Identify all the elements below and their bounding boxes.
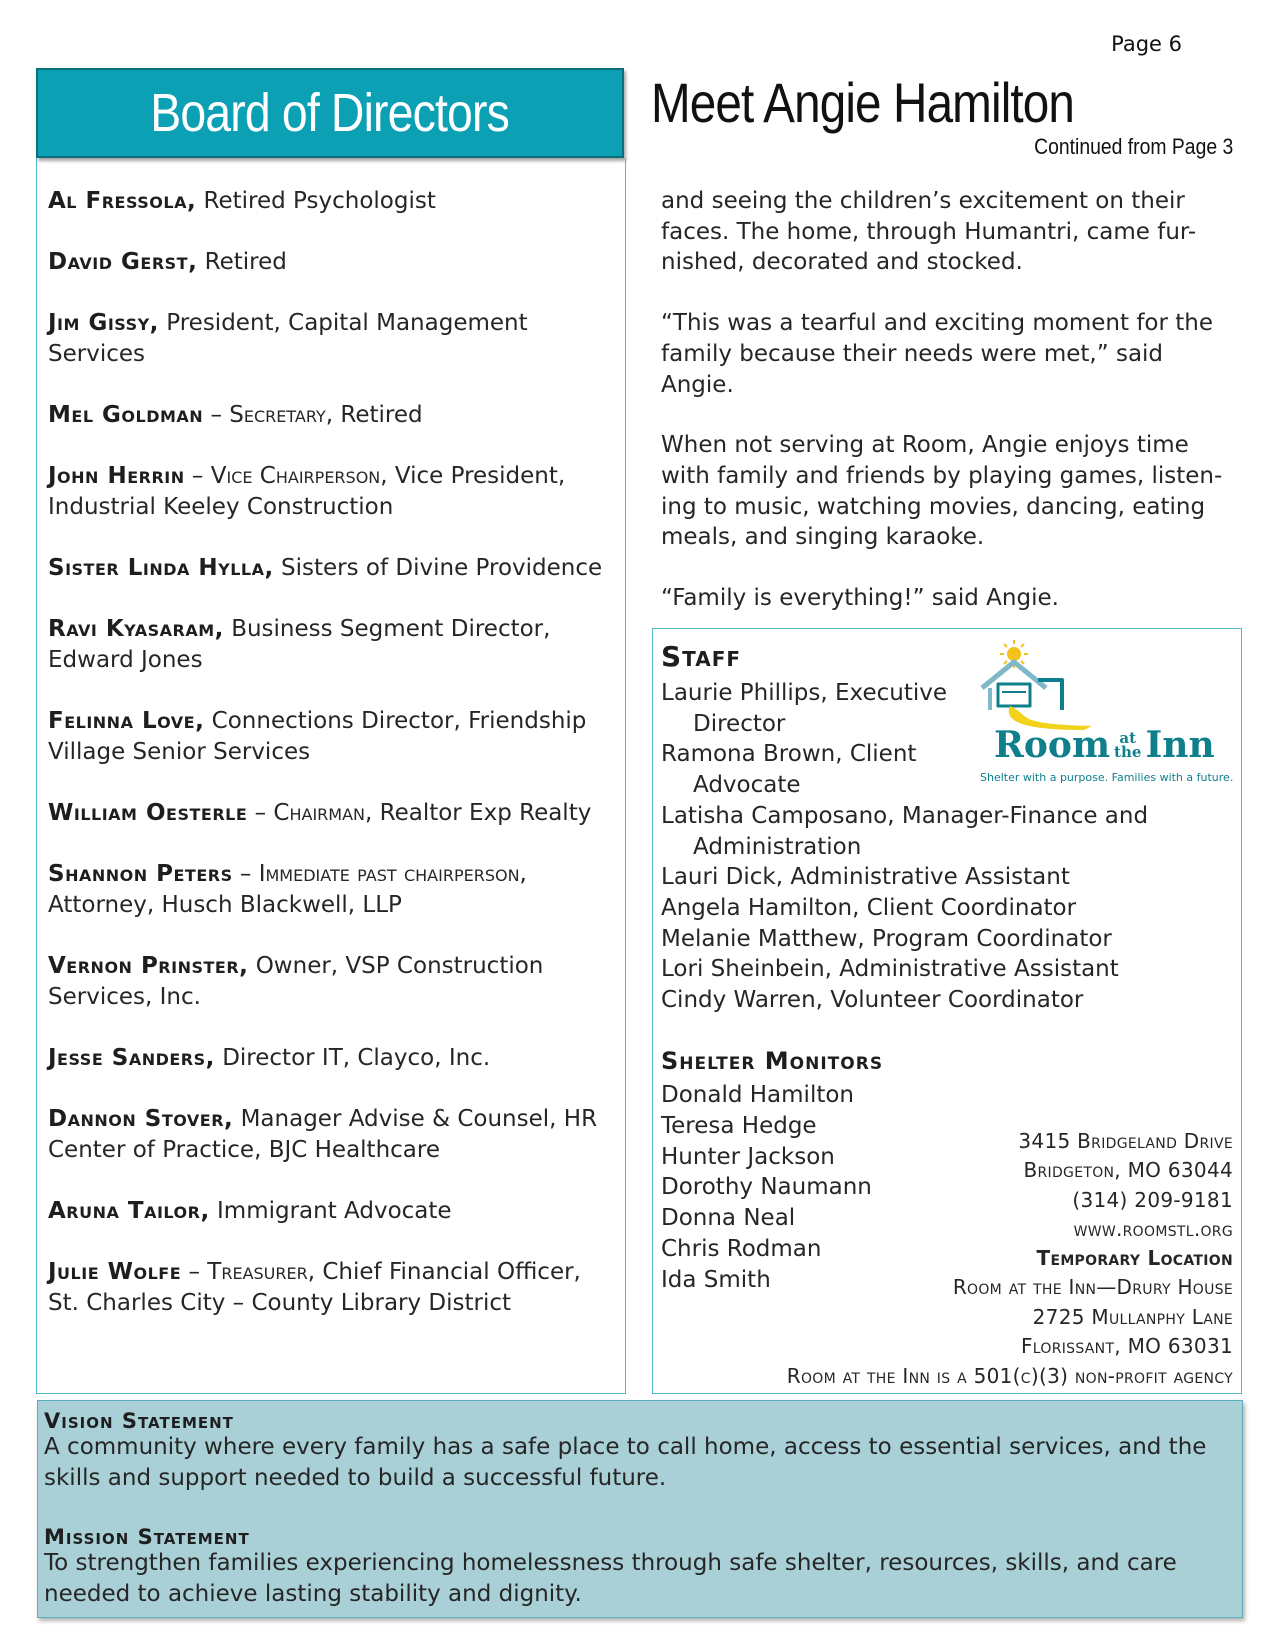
temp-location-name: Room at the Inn—Drury House	[952, 1275, 1233, 1300]
staff-member: Latisha Camposano, Manager-Finance and Administration	[661, 802, 1149, 860]
board-member-name: Jim Gissy,	[48, 310, 159, 336]
board-member-description: Retired	[197, 249, 287, 275]
board-member-name: Mel Goldman	[48, 402, 204, 428]
board-member-name: Al Fressola,	[48, 188, 197, 214]
board-member-name: Felinna Love,	[48, 708, 205, 734]
logo-word-room: Room	[994, 724, 1111, 766]
board-member	[48, 706, 618, 768]
staff-member: Ramona Brown, Client Advocate	[661, 741, 917, 799]
monitor-name: Donna Neal	[661, 1205, 796, 1232]
board-member	[48, 614, 618, 676]
board-member-description: , Realtor Exp Realty	[365, 800, 592, 826]
board-member-description: Director IT, Clayco, Inc.	[214, 1045, 491, 1071]
board-member-name: William Oesterle	[48, 800, 248, 826]
temp-location-street: 2725 Mullanphy Lane	[1032, 1304, 1233, 1329]
board-member-name: Shannon Peters	[48, 861, 233, 887]
board-member	[48, 1043, 618, 1074]
board-member-description: President, Capital Management Services	[48, 310, 528, 367]
board-member-description: , Vice President, Industrial Keeley Construction	[48, 463, 566, 520]
board-member	[48, 798, 618, 829]
logo-word-inn: Inn	[1145, 724, 1215, 766]
mission-text: To strengthen families experiencing homelessness through safe shelter, resources, skills, and care needed to achieve lasting stability and dignity.	[44, 1550, 1177, 1607]
article-paragraph: “This was a tearful and exciting moment for the family because their needs were met,” said Angie.	[661, 310, 1214, 398]
board-member	[48, 553, 618, 584]
board-member	[48, 1104, 618, 1166]
article-title: Meet Angie Hamilton	[651, 71, 1075, 134]
board-member	[48, 1196, 618, 1227]
mission-heading: Mission Statement	[44, 1525, 250, 1549]
board-member-name: John Herrin	[48, 463, 185, 489]
board-member-description: , Chief Financial Officer, St. Charles City – County Library District	[48, 1259, 581, 1316]
staff-member: Lauri Dick, Administrative Assistant	[661, 864, 1070, 891]
board-member-description: Connections Director, Friendship Village Senior Services	[48, 708, 587, 765]
board-member	[48, 1257, 618, 1319]
vision-heading: Vision Statement	[44, 1409, 234, 1433]
board-member-name: Ravi Kyasaram,	[48, 616, 224, 642]
room-at-the-inn-logo	[972, 640, 1232, 790]
logo-tagline: Shelter with a purpose. Families with a future.	[980, 771, 1234, 784]
staff-member: Angela Hamilton, Client Coordinator	[661, 894, 1077, 921]
board-member-name: Julie Wolfe	[48, 1259, 182, 1285]
board-member-description: , Attorney, Husch Blackwell, LLP	[48, 861, 527, 918]
board-member	[48, 859, 618, 921]
vision-text: A community where every family has a safe place to call home, access to essential services, and the skills and support needed to build a successful future.	[44, 1434, 1207, 1491]
logo-wordmark	[994, 724, 1215, 766]
board-member	[48, 247, 618, 278]
board-member-role: – Immediate past chairperson	[232, 861, 520, 887]
monitor-name: Teresa Hedge	[661, 1112, 817, 1139]
nonprofit-note: Room at the Inn is a 501(c)(3) non-profit agency	[786, 1364, 1233, 1388]
monitor-name: Ida Smith	[661, 1266, 771, 1293]
article-paragraph: and seeing the children’s excitement on their faces. The home, through Humantri, came fur-nished, decorated and stocked.	[661, 188, 1197, 276]
logo-at-the	[1114, 731, 1141, 759]
logo-word-the: the	[1114, 743, 1142, 761]
board-member-description: Immigrant Advocate	[209, 1198, 452, 1224]
temp-location-heading: Temporary Location	[1036, 1246, 1233, 1271]
article-paragraph: When not serving at Room, Angie enjoys time with family and friends by playing games, listen-ing to music, watching movies, dancing, eating meals, and singing karaoke.	[661, 432, 1223, 551]
monitor-name: Hunter Jackson	[661, 1143, 835, 1170]
house-icon	[982, 662, 1062, 710]
board-member-name: Sister Linda Hylla,	[48, 555, 274, 581]
staff-member: Lori Sheinbein, Administrative Assistant	[661, 956, 1119, 983]
board-member-description: Retired Psychologist	[196, 188, 436, 214]
board-member-name: Aruna Tailor,	[48, 1198, 210, 1224]
board-member-description: Business Segment Director, Edward Jones	[48, 616, 551, 673]
article-paragraph: “Family is everything!” said Angie.	[661, 585, 1059, 612]
continued-note: Continued from Page 3	[1033, 134, 1233, 159]
staff-member: Melanie Matthew, Program Coordinator	[661, 925, 1112, 952]
board-member-role: – Treasurer	[181, 1259, 308, 1285]
monitor-name: Donald Hamilton	[661, 1082, 854, 1108]
logo-word-at: at	[1119, 729, 1137, 747]
board-member-role: – Secretary	[203, 402, 326, 428]
monitors-list	[661, 1080, 872, 1296]
address-web: www.roomstl.org	[1073, 1216, 1233, 1241]
staff-member: Laurie Phillips, Executive Director	[661, 680, 947, 737]
board-member-role: – Chairman	[247, 800, 365, 826]
board-member	[48, 308, 618, 370]
board-member	[48, 400, 618, 431]
board-member-name: Dannon Stover,	[48, 1106, 234, 1132]
staff-heading: Staff	[661, 640, 742, 673]
board-member-role: – Vice Chairperson	[184, 463, 381, 489]
board-member-name: Vernon Prinster,	[48, 953, 249, 979]
board-member	[48, 461, 618, 523]
address-block	[953, 1127, 1233, 1361]
board-header	[36, 68, 624, 158]
monitor-name: Dorothy Naumann	[661, 1174, 872, 1201]
board-title: Board of Directors	[150, 83, 510, 143]
board-member-list	[48, 186, 618, 1349]
address-city: Bridgeton, MO 63044	[1023, 1158, 1233, 1183]
board-member-name: David Gerst,	[48, 249, 198, 275]
board-member	[48, 186, 618, 217]
page-number: Page 6	[1111, 32, 1182, 56]
board-member-description: Manager Advise & Counsel, HR Center of Practice, BJC Healthcare	[48, 1106, 598, 1163]
monitor-name: Chris Rodman	[661, 1235, 822, 1262]
article-body	[661, 186, 1241, 644]
monitors-heading: Shelter Monitors	[661, 1047, 884, 1075]
board-member-description: Owner, VSP Construction Services, Inc.	[48, 953, 544, 1010]
address-street: 3415 Bridgeland Drive	[1018, 1129, 1233, 1153]
board-member-description: Sisters of Divine Providence	[273, 555, 603, 581]
temp-location-city: Florissant, MO 63031	[1020, 1334, 1233, 1359]
board-member-name: Jesse Sanders,	[48, 1045, 215, 1071]
board-member-description: , Retired	[325, 402, 423, 428]
address-phone: (314) 209-9181	[1072, 1187, 1233, 1212]
staff-member: Cindy Warren, Volunteer Coordinator	[661, 987, 1084, 1014]
board-member	[48, 951, 618, 1013]
